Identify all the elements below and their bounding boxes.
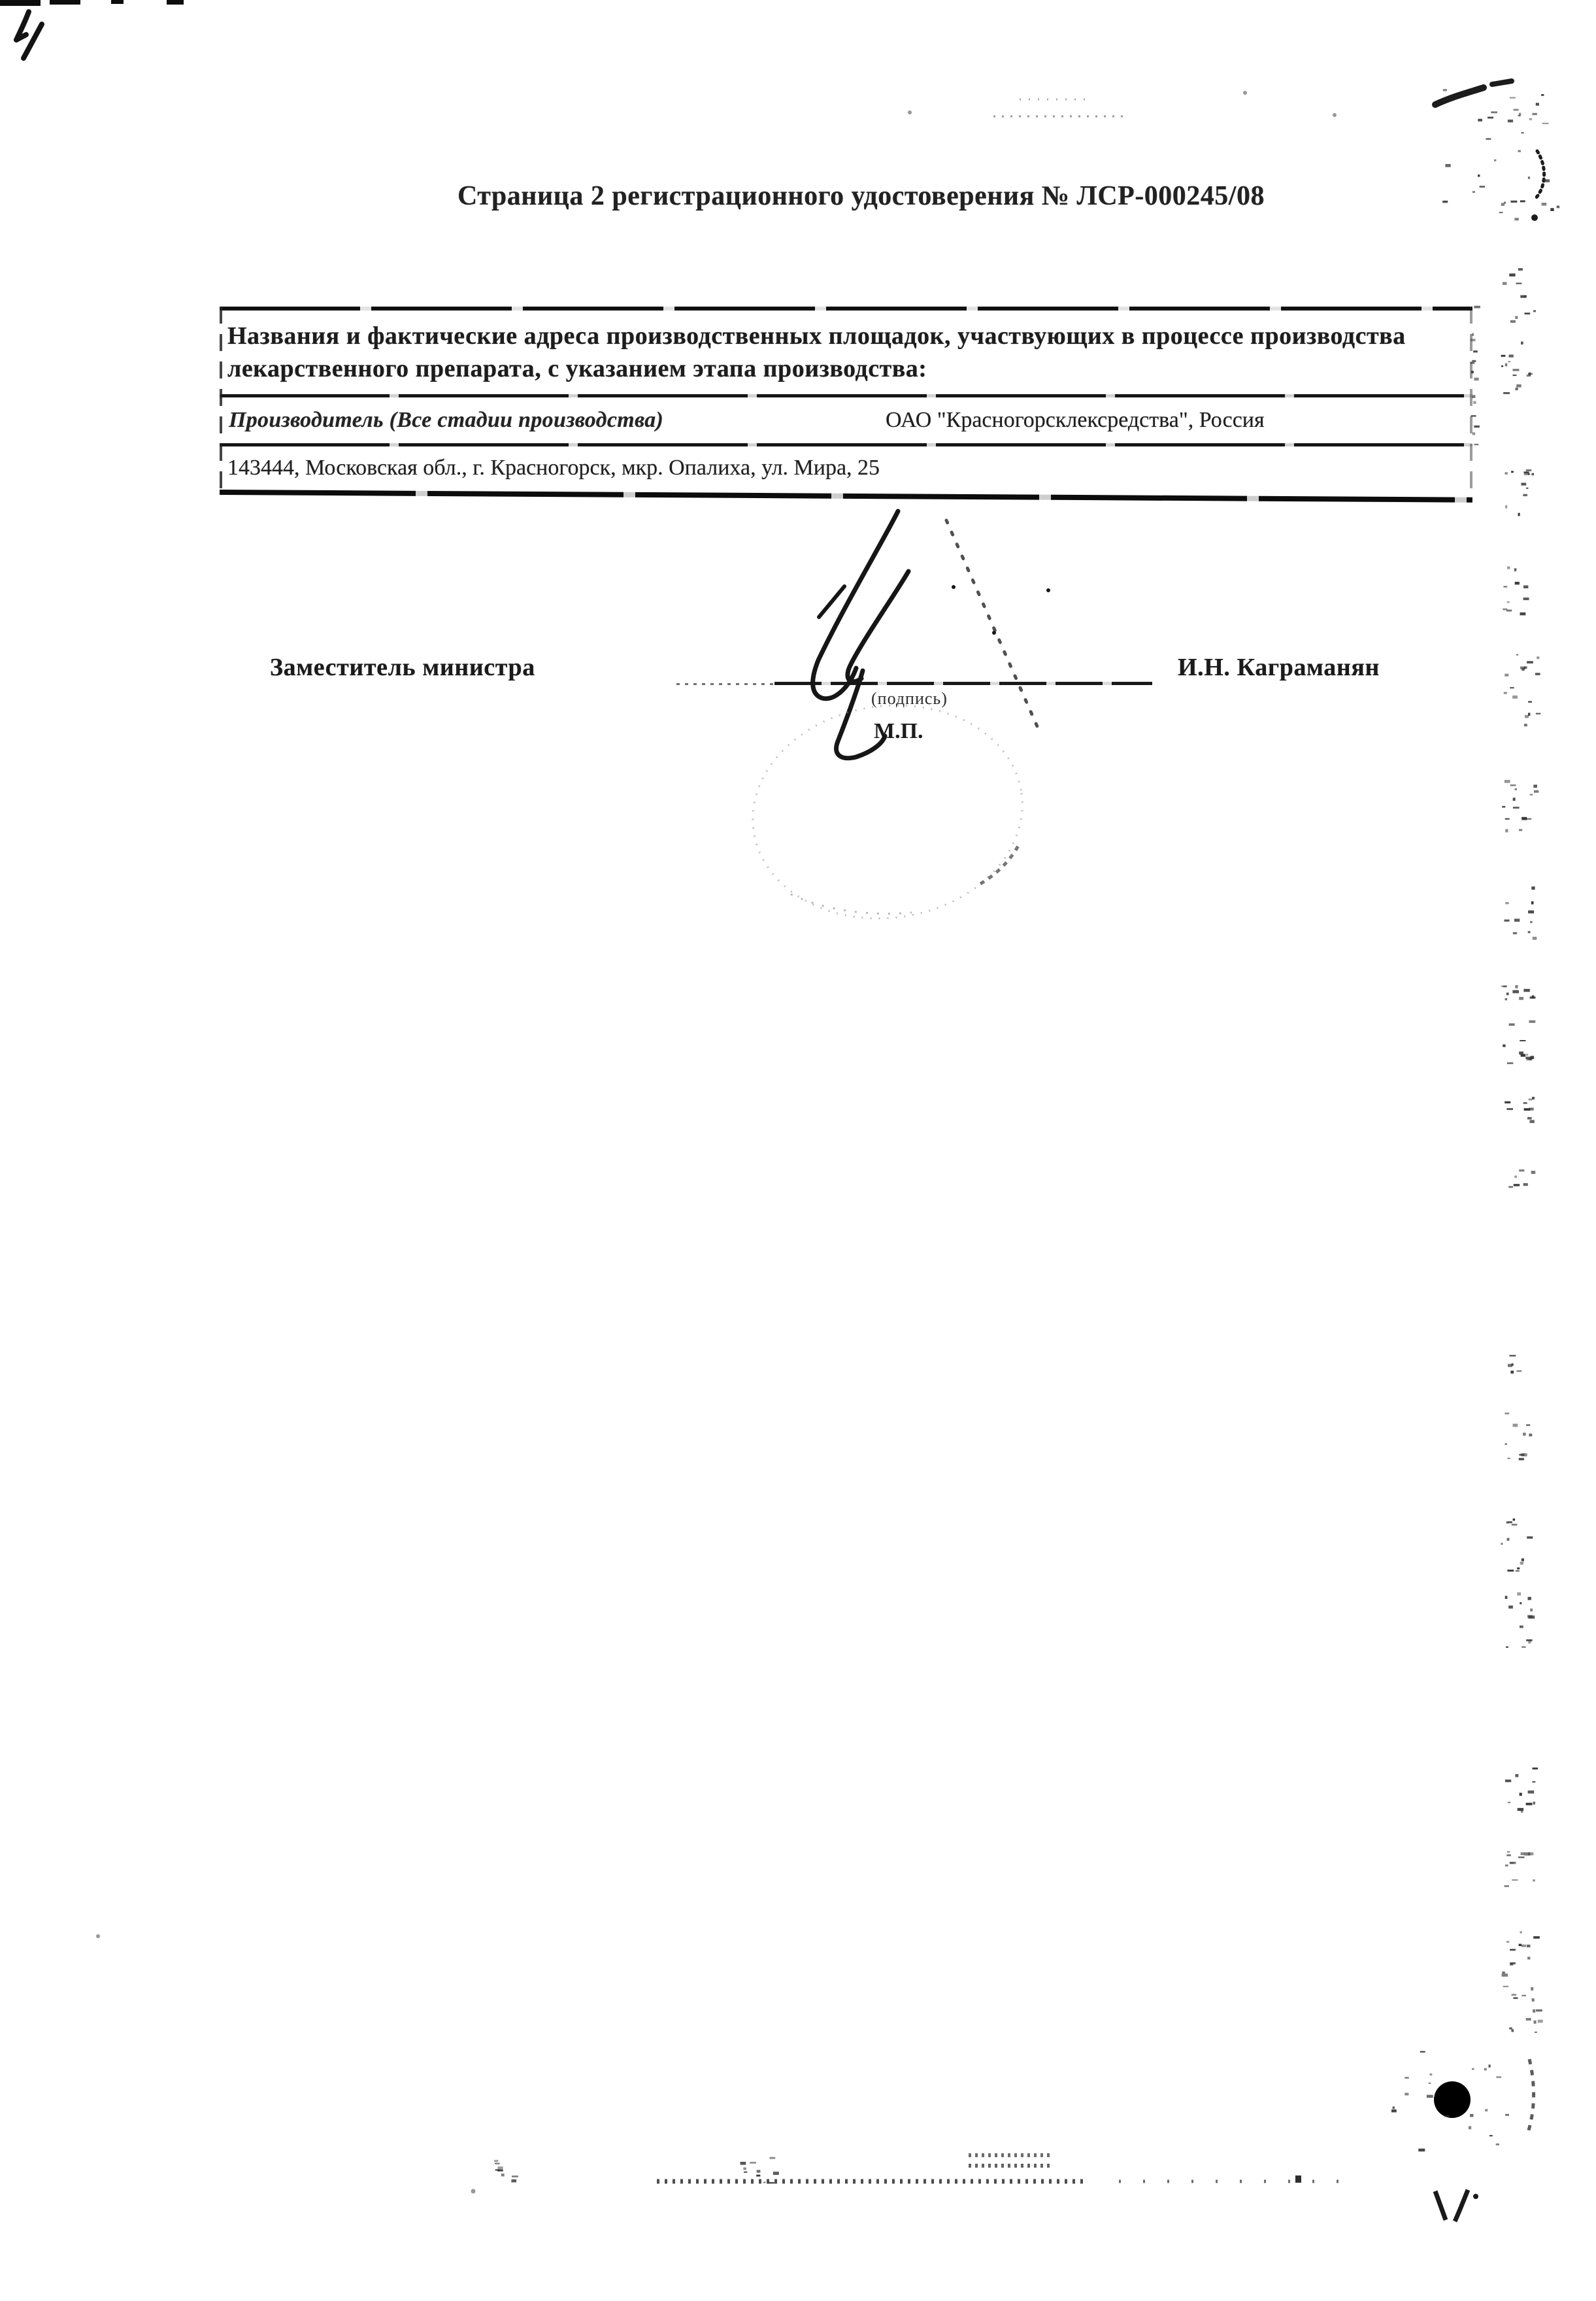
signature-line-left — [676, 683, 774, 685]
production-sites-table — [220, 307, 1472, 495]
top-edge-artifacts — [0, 0, 184, 6]
table-header-row: Названия и фактические адреса производственных площадок, участвующих в процессе производства лекарственного препарата, с указанием этапа производства: — [227, 322, 1406, 383]
signatory-title: Заместитель министра — [270, 654, 535, 681]
seal-place-label: М.П. — [874, 719, 923, 743]
signature-caption: (подпись) — [871, 689, 948, 708]
producer-address-row: 143444, Московская обл., г. Красногорск, мкр. Опалиха, ул. Мира, 25 — [227, 456, 880, 480]
page-title: Страница 2 регистрационного удостоверения № ЛСР-000245/08 — [457, 181, 1265, 211]
handwritten-mark — [16, 12, 42, 58]
signatory-name: И.Н. Каграманян — [1178, 654, 1380, 681]
bottom-edge-artifacts — [657, 1987, 1536, 2221]
producer-stage-label: Производитель (Все стадии производства) — [229, 408, 664, 433]
signature-line — [774, 682, 1152, 685]
producer-row — [220, 397, 1472, 443]
producer-name-value: ОАО "Красногорсклексредства", Россия — [886, 408, 1265, 433]
table-right-border — [1470, 307, 1472, 495]
top-right-smudge — [1435, 81, 1544, 221]
table-left-border — [220, 307, 222, 495]
table-bottom-border — [220, 490, 1472, 503]
black-dot-artifact — [1434, 2081, 1471, 2118]
signature-handwriting — [813, 511, 1050, 758]
